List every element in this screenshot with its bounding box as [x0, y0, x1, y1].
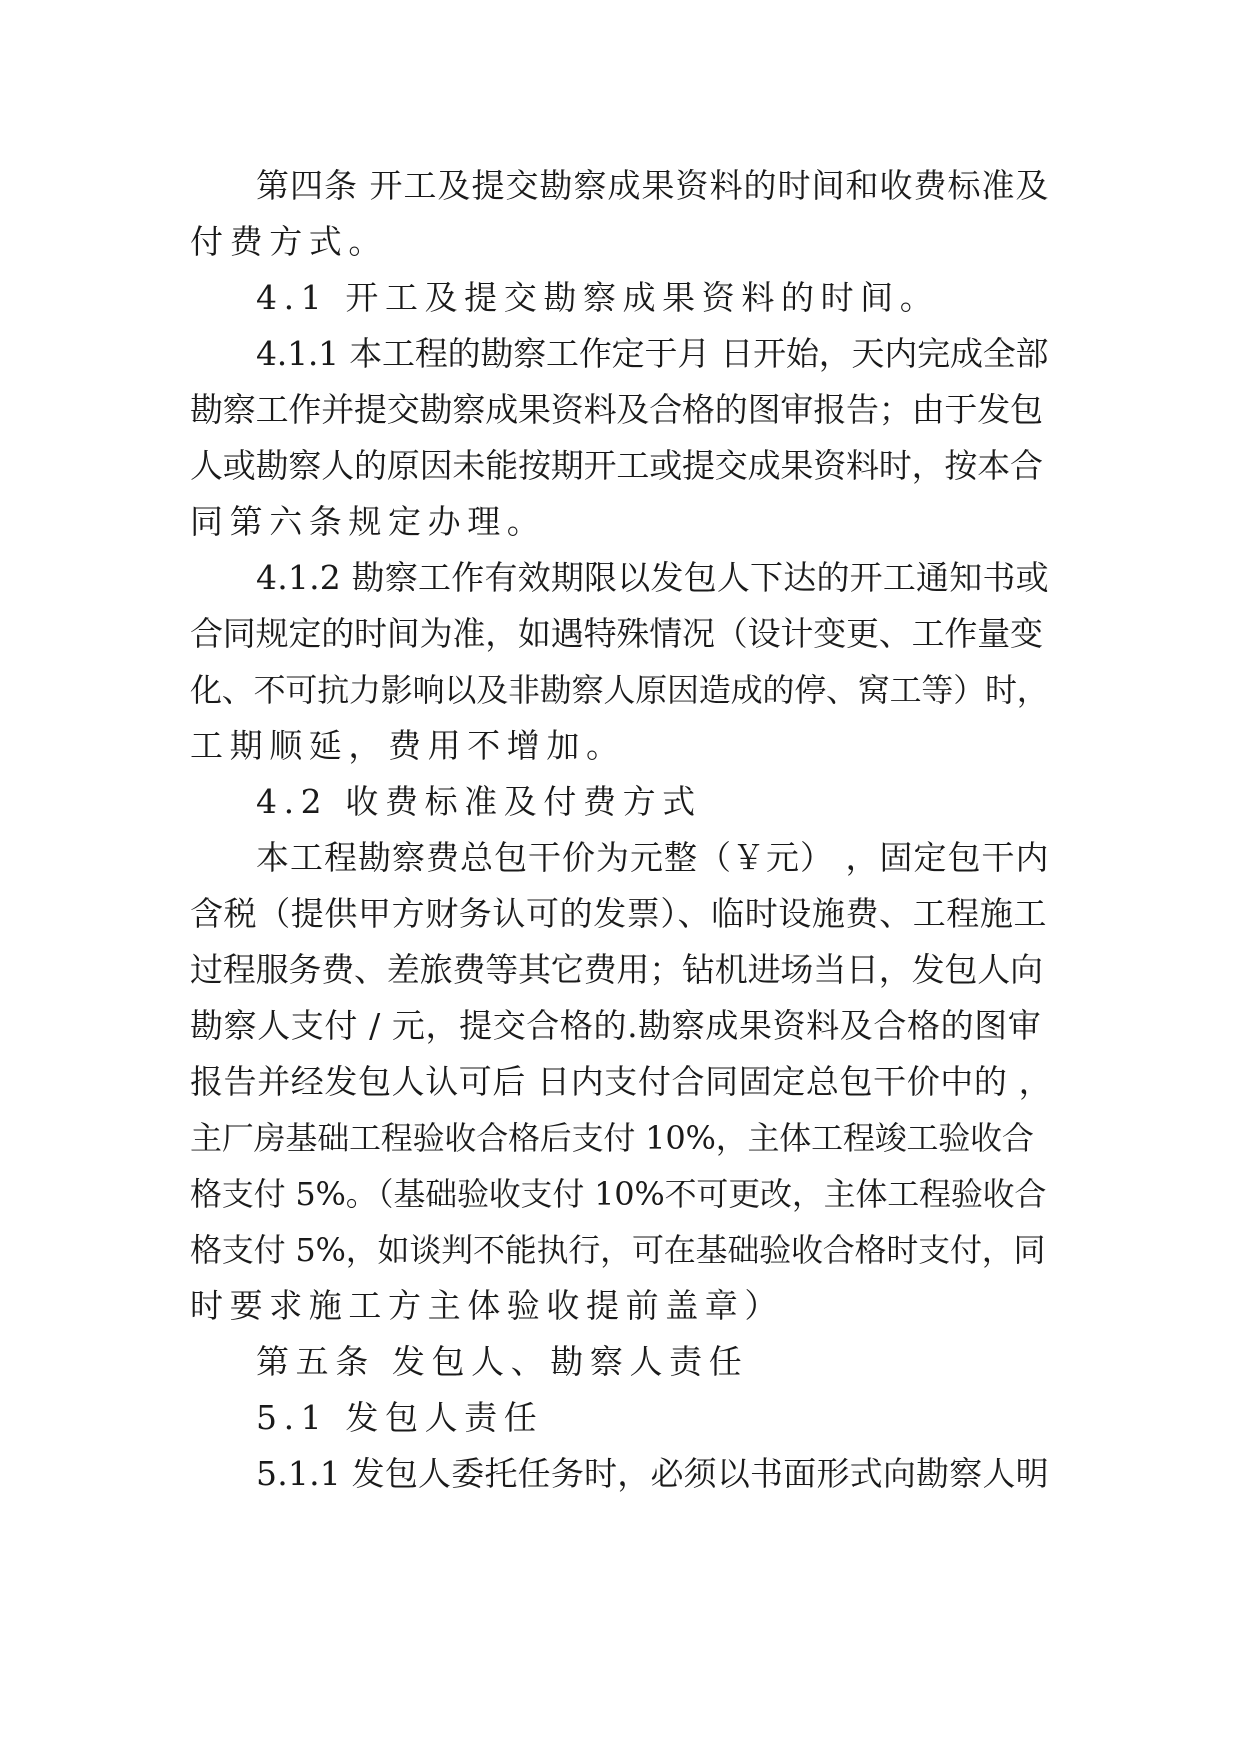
text-line: 格支付 5%。（基础验收支付 10%不可更改，主体工程验收合 — [190, 1175, 1047, 1213]
clause-4-1-2: 4.1.2 勘察工作有效期限以发包人下达的开工通知书或 — [256, 558, 1049, 597]
section-4-1-heading: 4.1 开工及提交勘察成果资料的时间。 — [256, 278, 940, 317]
text-line: 人或勘察人的原因未能按期开工或提交成果资料时，按本合 — [190, 446, 1043, 485]
text-line: 工期顺延，费用不增加。 — [190, 726, 626, 765]
clause-4-1-1: 4.1.1 本工程的勘察工作定于月 日开始，天内完成全部 — [256, 334, 1049, 373]
clause-5-1-1: 5.1.1 发包人委托任务时，必须以书面形式向勘察人明 — [256, 1454, 1049, 1493]
text-line: 勘察工作并提交勘察成果资料及合格的图审报告；由于发包 — [190, 390, 1043, 429]
text-line: 格支付 5%，如谈判不能执行，可在基础验收合格时支付，同 — [190, 1231, 1046, 1269]
text-line: 主厂房基础工程验收合格后支付 10%，主体工程竣工验收合 — [190, 1119, 1034, 1157]
fee-paragraph-start: 本工程勘察费总包干价为元整（￥元） ，固定包干内 — [256, 838, 1050, 877]
section-5-1-heading: 5.1 发包人责任 — [256, 1398, 544, 1437]
text-line: 报告并经发包人认可后 日内支付合同固定总包干价中的 ， — [190, 1062, 1053, 1101]
text-line: 时要求施工方主体验收提前盖章） — [190, 1286, 784, 1325]
article-5-heading: 第五条 发包人、勘察人责任 — [256, 1342, 749, 1381]
text-line: 同第六条规定办理。 — [190, 502, 547, 541]
text-line: 合同规定的时间为准，如遇特殊情况（设计变更、工作量变 — [190, 614, 1043, 653]
text-line: 勘察人支付 / 元，提交合格的.勘察成果资料及合格的图审 — [190, 1006, 1042, 1045]
article-4-heading: 第四条 开工及提交勘察成果资料的时间和收费标准及 — [256, 166, 1050, 205]
text-line: 含税（提供甲方财务认可的发票）、临时设施费、工程施工 — [190, 894, 1048, 933]
text-line: 付费方式。 — [190, 222, 388, 261]
section-4-2-heading: 4.2 收费标准及付费方式 — [256, 782, 702, 821]
text-line: 过程服务费、差旅费等其它费用；钻机进场当日，发包人向 — [190, 950, 1043, 989]
text-line: 化、不可抗力影响以及非勘察人原因造成的停、窝工等）时， — [190, 671, 1049, 709]
